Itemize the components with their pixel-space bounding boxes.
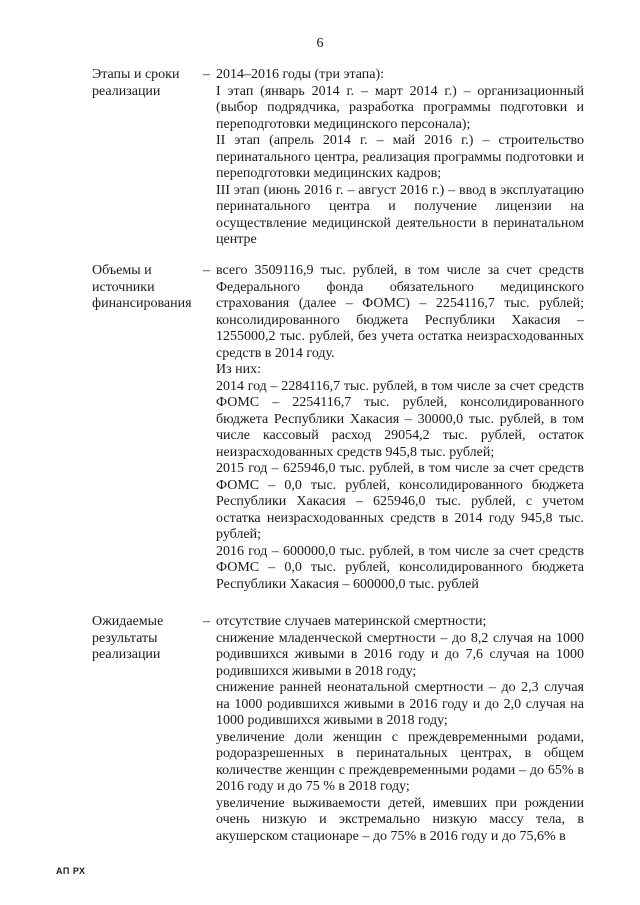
paragraph: Из них: [216, 362, 262, 377]
footer-code: АП РХ [56, 866, 86, 876]
section-content [216, 67, 584, 249]
section-label: Этапы и сроки реализации [92, 67, 180, 99]
section-content [216, 614, 584, 845]
paragraph: 2015 год – 625946,0 тыс. рублей, в том числе за счет средств ФОМС – 0,0 тыс. рублей, консолидированного бюджета Республики Хакасия – 625946,0 тыс. рублей, с учетом остатка неизрасходованных средств в 2014 году 945,8 тыс. рублей; [216, 461, 584, 542]
paragraph: 2016 год – 600000,0 тыс. рублей, в том числе за счет средств ФОМС – 0,0 тыс. рублей, консолидированного бюджета Республики Хакасия – 600000,0 тыс. рублей [216, 543, 584, 592]
section-content [216, 263, 584, 593]
paragraph: увеличение выживаемости детей, имевших при рождении очень низкую и экстремально низкую массу тела, в акушерском стационаре – до 75% в 2016 году и до 75,6% в [216, 795, 584, 844]
paragraph: 2014 год – 2284116,7 тыс. рублей, в том числе за счет средств ФОМС – 2254116,7 тыс. рублей, консолидированного бюджета Республики Хакасия – 30000,0 тыс. рублей, в том числе кассовый расход 29054,2 тыс. рублей, остаток неизрасходованных средств 945,8 тыс. рублей; [216, 378, 584, 460]
paragraph: II этап (апрель 2014 г. – май 2016 г.) – строительство перинатального центра, реализация программы подготовки и переподготовки медицинских кадров; [216, 133, 584, 181]
paragraph: отсутствие случаев материнской смертности; [216, 614, 487, 629]
paragraph: всего 3509116,9 тыс. рублей, в том числе за счет средств Федерального фонда обязательного медицинского страхования (далее – ФОМС) – 2254116,7 тыс. рублей; консолидированного бюджета Республики Хакасия – 1255000,2 тыс. рублей, без учета остатка неизрасходованных средств в 2014 году. [216, 263, 584, 361]
page-number: 6 [316, 36, 324, 51]
paragraph: снижение ранней неонатальной смертности – до 2,3 случая на 1000 родившихся живыми в 2016 году и до 2,0 случая на 1000 родившихся живыми в 2018 году; [216, 680, 584, 728]
section-label: Ожидаемые результаты реализации [92, 614, 164, 662]
paragraph: III этап (июнь 2016 г. – август 2016 г.) – ввод в эксплуатацию перинатального центра и получение лицензии на осуществление медицинской деятельности в перинатальном центре [216, 182, 584, 247]
paragraph: снижение младенческой смертности – до 8,2 случая на 1000 родившихся живыми в 2016 году и до 7,6 случая на 1000 родившихся живыми в 2018 году; [216, 630, 584, 679]
label-dash: – [203, 263, 210, 278]
paragraph: I этап (январь 2014 г. – март 2014 г.) – организационный (выбор подрядчика, разработка программы подготовки и переподготовки медицинского персонала); [216, 83, 584, 132]
section-label: Объемы и источники финансирования [92, 263, 192, 311]
label-dash: – [203, 614, 210, 629]
paragraph: 2014–2016 годы (три этапа): [216, 67, 385, 82]
paragraph: увеличение доли женщин с преждевременными родами, родоразрешенных в перинатальных центрах, в общем количестве женщин с преждевременными родами – до 65% в 2016 году и до 75 % в 2018 году; [216, 729, 584, 794]
label-dash: – [203, 67, 210, 82]
